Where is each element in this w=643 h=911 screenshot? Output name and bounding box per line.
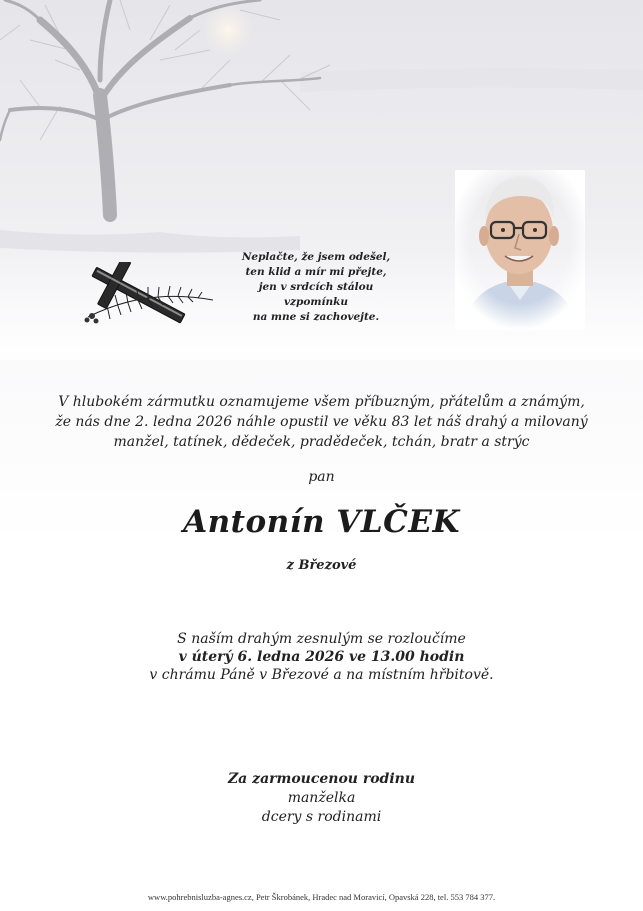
announcement-line: manžel, tatínek, dědeček, pradědeček, tchán, bratr a strýc	[113, 434, 530, 450]
poem	[228, 250, 404, 325]
announcement-line: V hlubokém zármutku oznamujeme všem příbuzným, přátelům a známým,	[58, 394, 585, 410]
deceased-origin: z Březové	[286, 558, 357, 573]
poem-line: Neplačte, že jsem odešel,	[241, 251, 391, 263]
poem-line: jen v srdcích stálou vzpomínku	[258, 281, 374, 308]
deceased-name: Antonín VLČEK	[183, 504, 460, 540]
cross-with-palm-icon	[78, 262, 218, 330]
funeral-service-footer: www.pohrebnisluzba-agnes.cz, Petr Škrobánek, Hradec nad Moravicí, Opavská 228, tel. 553 784 377.	[147, 892, 496, 902]
farewell-place: v chrámu Páně v Březové a na místním hřbitově.	[149, 667, 494, 683]
family-member: manželka	[287, 790, 356, 806]
honorific: pan	[308, 469, 335, 485]
family-heading: Za zarmoucenou rodinu	[227, 771, 416, 787]
family-signature	[0, 770, 643, 827]
announcement-line: že nás dne 2. ledna 2026 náhle opustil ve věku 83 let náš drahý a milovaný	[55, 414, 588, 430]
announcement-text	[0, 392, 643, 452]
farewell-details	[0, 630, 643, 684]
portrait-photo	[455, 170, 585, 330]
farewell-date: v úterý 6. ledna 2026 ve 13.00 hodin	[178, 649, 465, 665]
poem-line: ten klid a mír mi přejte,	[245, 266, 387, 278]
poem-line: na mne si zachovejte.	[252, 311, 380, 323]
family-member: dcery s rodinami	[261, 809, 382, 825]
farewell-line: S naším drahým zesnulým se rozloučíme	[177, 631, 466, 647]
